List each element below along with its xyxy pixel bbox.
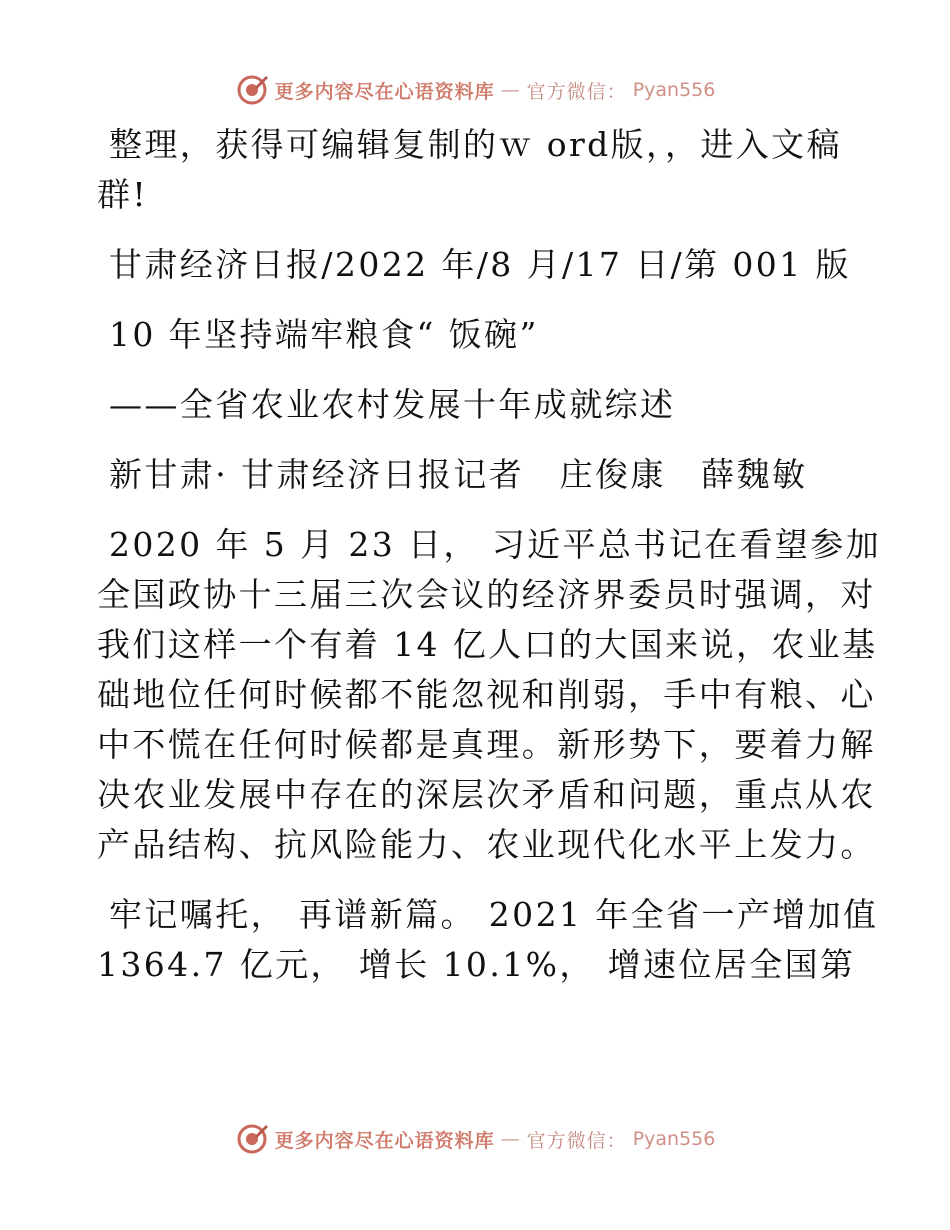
paragraph2-line-2: 1364.7 亿元， 增长 10.1%， 增速位居全国第 bbox=[97, 945, 856, 984]
paragraph1-line-7: 产品结构、抗风险能力、农业现代化水平上发力。 bbox=[97, 825, 876, 864]
pen-circle-icon bbox=[235, 1122, 269, 1156]
paragraph1-line-6: 决农业发展中存在的深层次矛盾和问题，重点从农 bbox=[97, 775, 876, 814]
footer-wechat-id: Pyan556 bbox=[632, 1128, 716, 1150]
banner-dash: — bbox=[500, 79, 521, 101]
paragraph1-line-1: 2020 年 5 月 23 日， 习近平总书记在看望参加 bbox=[109, 525, 882, 564]
document-body bbox=[97, 120, 882, 990]
intro-line-2: 群! bbox=[97, 175, 149, 214]
byline: 新甘肃· 甘肃经济日报记者 庄俊康 薛魏敏 bbox=[109, 455, 808, 494]
header-banner bbox=[0, 70, 950, 110]
footer-wechat-label: 官方微信： bbox=[526, 1129, 627, 1152]
footer-dash: — bbox=[500, 1128, 521, 1150]
banner-wechat-id: Pyan556 bbox=[632, 79, 716, 101]
footer-brand: 更多内容尽在心语资料库 bbox=[274, 1129, 495, 1152]
intro-line-1: 整理，获得可编辑复制的ｗ ord版，，进入文稿 bbox=[109, 125, 842, 164]
paragraph1-line-5: 中不慌在任何时候都是真理。新形势下，要着力解 bbox=[97, 725, 876, 764]
source-line: 甘肃经济日报/2022 年/8 月/17 日/第 001 版 bbox=[109, 245, 851, 284]
banner-wechat-label: 官方微信： bbox=[526, 80, 627, 103]
paragraph2-line-1: 牢记嘱托， 再谱新篇。 2021 年全省一产增加值 bbox=[109, 895, 879, 934]
paragraph1-line-2: 全国政协十三届三次会议的经济界委员时强调，对 bbox=[97, 575, 876, 614]
banner-brand: 更多内容尽在心语资料库 bbox=[274, 80, 495, 103]
paragraph1-line-4: 础地位任何时候都不能忽视和削弱，手中有粮、心 bbox=[97, 675, 876, 714]
article-subtitle: ——全省农业农村发展十年成就综述 bbox=[109, 385, 676, 424]
footer-banner bbox=[0, 1119, 950, 1159]
paragraph1-line-3: 我们这样一个有着 14 亿人口的大国来说，农业基 bbox=[97, 625, 878, 664]
article-title: 10 年坚持端牢粮食“ 饭碗” bbox=[109, 315, 539, 354]
pen-circle-icon bbox=[235, 73, 269, 107]
